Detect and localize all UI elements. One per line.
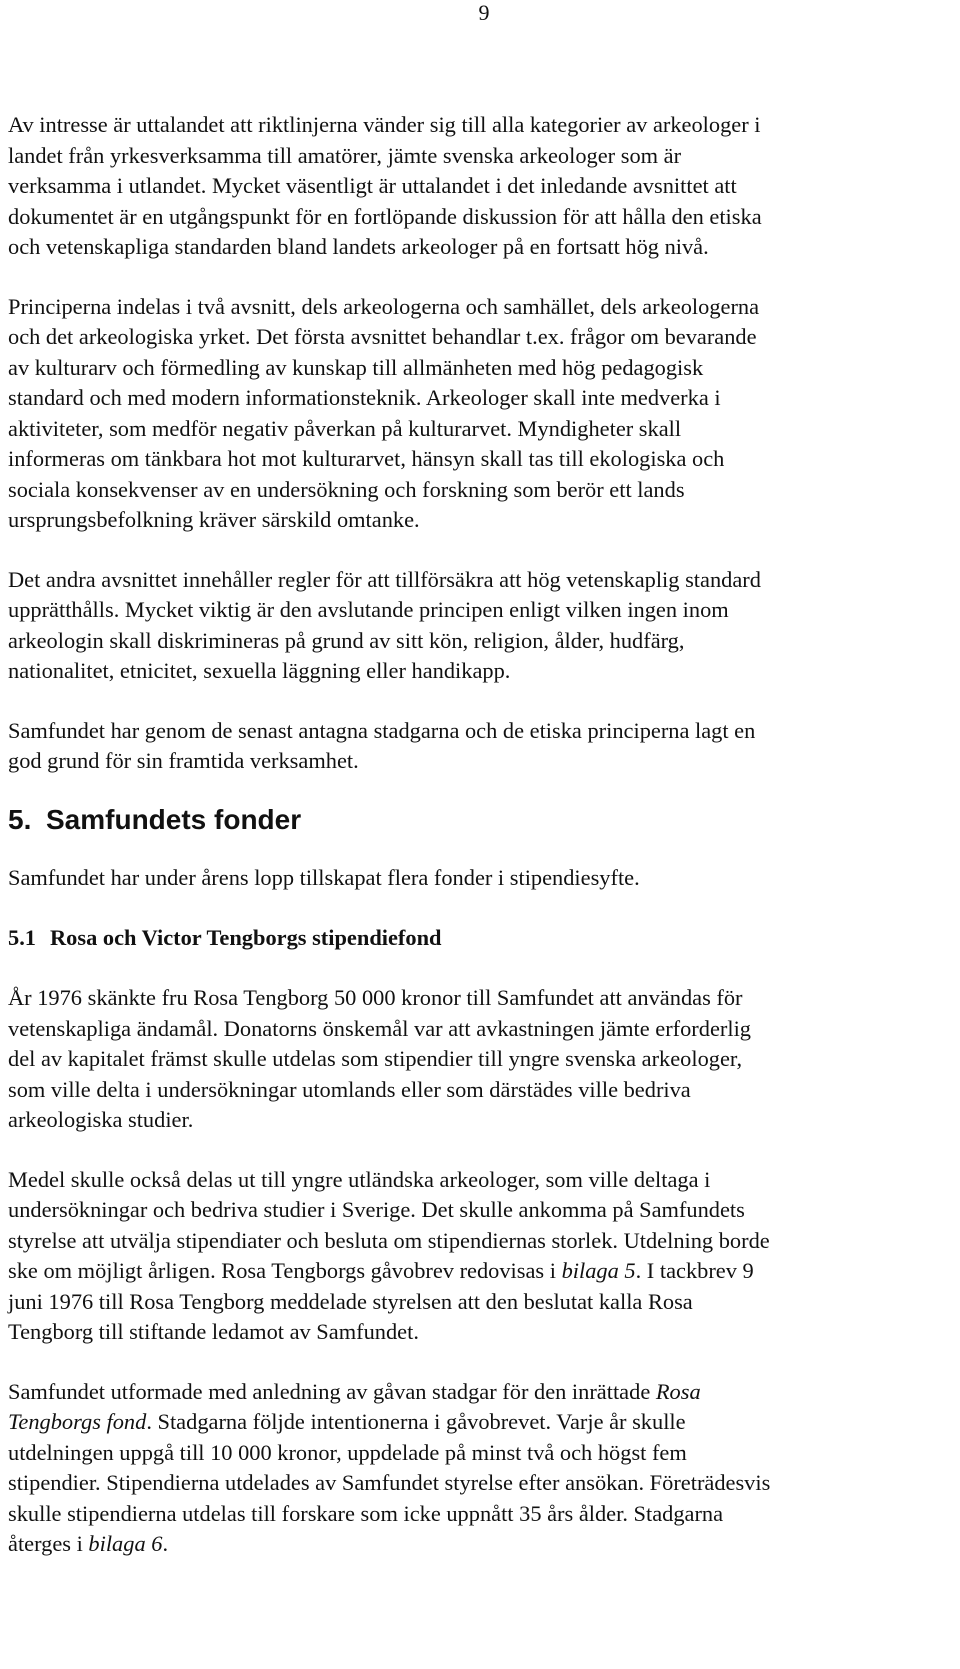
paragraph-medel (8, 1165, 953, 1348)
text-line: sociala konsekvenser av en undersökning och forskning som berör ett lands (8, 476, 685, 502)
text-line: skulle stipendierna utdelas till forskare som icke uppnått 35 års ålder. Stadgarna (8, 1500, 724, 1526)
text-line (8, 1256, 953, 1287)
section-title: Samfundets fonder (46, 803, 302, 835)
text-line: verksamma i utlandet. Mycket väsentligt är uttalandet i det inledande avsnittet att (8, 173, 737, 198)
paragraph-spacer (8, 263, 953, 292)
fund-name: Tengborgs fond (8, 1409, 147, 1434)
text-line: av kulturarv och förmedling av kunskap till allmänheten med hög pedagogisk (8, 354, 704, 380)
text-line (8, 1407, 953, 1438)
section-number: 5. (8, 803, 32, 835)
text-line: nationalitet, etnicitet, sexuella läggning eller handikapp. (8, 658, 511, 683)
text-line: Av intresse är uttalandet att riktlinjerna vänder sig till alla kategorier av arkeologer i (8, 112, 761, 137)
paragraph-spacer (8, 1136, 953, 1165)
text-line: ursprungsbefolkning kräver särskild omtanke. (8, 507, 420, 532)
paragraph-fonder-intro (8, 863, 953, 894)
text-run: . (162, 1531, 169, 1556)
section-number: 5.1 (8, 925, 36, 950)
text-line: Samfundet har under årens lopp tillskapat flera fonder i stipendiesyfte. (8, 864, 640, 890)
text-line: Det andra avsnittet innehåller regler för att tillförsäkra att hög vetenskaplig standard (8, 566, 761, 592)
text-line: upprätthålls. Mycket viktig är den avslutande principen enligt vilken ingen inom (8, 597, 729, 622)
section-spacer (8, 777, 953, 803)
text-line: Samfundet har genom de senast antagna stadgarna och de etiska principerna lagt en (8, 717, 756, 743)
text-line: dokumentet är en utgångspunkt för en fortlöpande diskussion för att hålla den etiska (8, 203, 762, 229)
text-run: Samfundet utformade med anledning av gåvan stadgar för den inrättade (8, 1378, 656, 1404)
text-line: Tengborg till stiftande ledamot av Samfundet. (8, 1319, 419, 1344)
text-line: och vetenskapliga standarden bland landets arkeologer på en fortsatt hög nivå. (8, 234, 709, 259)
paragraph-riktlinjer (8, 110, 953, 263)
fund-name: Rosa (655, 1378, 701, 1404)
paragraph-spacer (8, 1348, 953, 1377)
section-spacer (8, 837, 953, 863)
section-spacer (8, 953, 953, 983)
text-run: . I tackbrev 9 (635, 1258, 754, 1283)
appendix-reference: bilaga 5 (561, 1258, 636, 1283)
text-run: återges i (8, 1531, 89, 1556)
text-line: aktiviteter, som medför negativ påverkan på kulturarvet. Myndigheter skall (8, 415, 682, 441)
text-line: informeras om tänkbara hot mot kulturarvet, hänsyn skall tas till ekologiska och (8, 446, 725, 471)
text-line: År 1976 skänkte fru Rosa Tengborg 50 000 kronor till Samfundet att användas för (8, 985, 743, 1010)
text-run: . Stadgarna följde intentionerna i gåvobrevet. Varje år skulle (146, 1409, 686, 1434)
section-spacer (8, 893, 953, 923)
text-line: styrelse att utvälja stipendiater och besluta om stipendiernas storlek. Utdelning borde (8, 1227, 770, 1253)
paragraph-spacer (8, 536, 953, 565)
text-line: som ville delta i undersökningar utomlands eller som därstädes ville bedriva (8, 1076, 691, 1102)
text-line: arkeologiska studier. (8, 1107, 194, 1132)
paragraph-stadgar-fond (8, 1377, 953, 1560)
text-line: och det arkeologiska yrket. Det första avsnittet behandlar t.ex. frågor om bevarande (8, 324, 757, 349)
text-line: stipendier. Stipendierna utdelades av Samfundet styrelse efter ansökan. Företrädesvis (8, 1470, 771, 1495)
section-title: Rosa och Victor Tengborgs stipendiefond (50, 925, 442, 950)
section-heading-5 (8, 803, 953, 837)
section-heading-5-1 (8, 923, 953, 953)
text-line: standard och med modern informationsteknik. Arkeologer skall inte medverka i (8, 385, 721, 410)
paragraph-donation (8, 983, 953, 1136)
text-line (8, 1377, 953, 1408)
text-line: god grund för sin framtida verksamhet. (8, 748, 359, 773)
page-content (8, 110, 953, 1560)
paragraph-stadgarna (8, 716, 953, 777)
text-line (8, 1529, 953, 1560)
text-line: del av kapitalet främst skulle utdelas som stipendier till yngre svenska arkeologer, (8, 1046, 743, 1071)
appendix-reference: bilaga 6 (88, 1531, 163, 1556)
text-run: ske om möjligt årligen. Rosa Tengborgs gåvobrev redovisas i (8, 1258, 562, 1283)
text-line: utdelningen uppgå till 10 000 kronor, uppdelade på minst två och högst fem (8, 1439, 687, 1465)
text-line: landet från yrkesverksamma till amatörer, jämte svenska arkeologer som är (8, 142, 682, 168)
page-number: 9 (478, 0, 490, 25)
text-line: Medel skulle också delas ut till yngre utländska arkeologer, som ville deltaga i (8, 1166, 711, 1192)
text-line: undersökningar och bedriva studier i Sverige. Det skulle ankomma på Samfundets (8, 1197, 745, 1222)
paragraph-spacer (8, 687, 953, 716)
text-line: Principerna indelas i två avsnitt, dels arkeologerna och samhället, dels arkeologerna (8, 293, 760, 319)
paragraph-principerna (8, 292, 953, 536)
paragraph-andra-avsnittet (8, 565, 953, 687)
text-line: juni 1976 till Rosa Tengborg meddelade styrelsen att den beslutat kalla Rosa (8, 1288, 693, 1314)
text-line: arkeologin skall diskrimineras på grund av sitt kön, religion, ålder, hudfärg, (8, 627, 685, 653)
text-line: vetenskapliga ändamål. Donatorns önskemål var att avkastningen jämte erforderlig (8, 1015, 751, 1041)
